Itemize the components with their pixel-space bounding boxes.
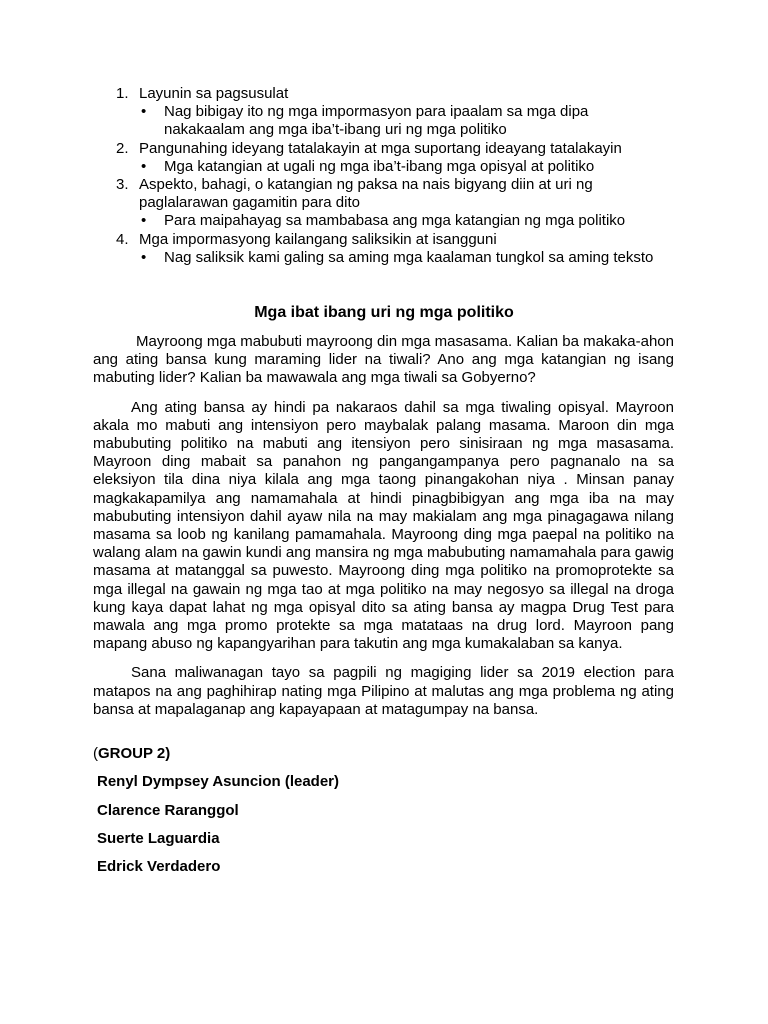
outline-item: [0, 85, 768, 140]
outline-text: Mga impormasyong kailangang saliksikin at isangguni: [139, 230, 497, 248]
outline-text: Aspekto, bahagi, o katangian ng paksa na nais bigyang diin at uri ng paglalarawan gagamitin para dito: [139, 176, 593, 212]
bullet-text: Nag saliksik kami galing sa aming mga kaalaman tungkol sa aming teksto: [164, 248, 654, 266]
group-label-text: GROUP 2): [98, 745, 171, 762]
bullet-icon: •: [141, 248, 147, 266]
bullet-icon: •: [141, 103, 147, 121]
member-name: Clarence Raranggol: [97, 802, 239, 819]
bullet-list: [139, 103, 668, 139]
bullet-item: [139, 249, 668, 267]
bullet-item: [139, 212, 668, 230]
member-name: Edrick Verdadero: [97, 858, 221, 875]
bullet-icon: •: [141, 212, 147, 230]
outline-text: Layunin sa pagsusulat: [139, 85, 289, 102]
outline-number: 3.: [116, 176, 129, 194]
bullet-list: [139, 158, 668, 176]
outline-text: Pangunahing ideyang tatalakayin at mga suportang ideayang tatalakayin: [139, 139, 622, 157]
bullet-text: Para maipahayag sa mambabasa ang mga katangian ng mga politiko: [164, 212, 626, 230]
outline-item: [0, 140, 768, 176]
paragraph: Mayroong mga mabubuti mayroong din mga masasama. Kalian ba makaka-ahon ang ating bansa kung maraming lider na tiwali? Ano ang mga katangian ng isang mabuting lider? Kalian ba mawawala ang mga tiwali sa Gobyerno?: [93, 333, 674, 387]
group-open-paren: (: [93, 745, 98, 762]
essay-body: [93, 333, 674, 730]
outline-list: [0, 85, 768, 267]
bullet-item: [139, 158, 668, 176]
member-name: Renyl Dympsey Asuncion (leader): [97, 773, 340, 790]
bullet-list: [139, 249, 668, 267]
bullet-text: Nag bibigay ito ng mga impormasyon para ipaalam sa mga dipa nakakaalam ang mga iba’t-ibang uri ng mga politiko: [164, 103, 589, 139]
paragraph: Sana maliwanagan tayo sa pagpili ng magiging lider sa 2019 election para matapos na ang paghihirap nating mga Pilipino at malutas ang mga problema ng ating bansa at mapalaganap ang kapayapaan at matagumpay na bansa.: [93, 664, 674, 718]
bullet-list: [139, 212, 668, 230]
bullet-text: Mga katangian at ugali ng mga iba’t-ibang mga opisyal at politiko: [164, 157, 595, 175]
member-name: Suerte Laguardia: [97, 830, 220, 847]
outline-number: 2.: [116, 139, 129, 157]
outline-item: [0, 231, 768, 267]
paragraph: Ang ating bansa ay hindi pa nakaraos dahil sa mga tiwaling opisyal. Mayroon akala mo mabuti ang intensiyon pero maybalak palang masama. Maroon din mga mabubuting politiko na mabuti ang itensiyon pero sinisiraan ng mga masasama. Mayroon ding mabait sa panahon ng pangangampanya pero pagnanalo na sa eleksiyon tila dina niya kilala ang mga taong pinangakohan niya . Minsan panay magkakapamilya ang namamahala at hindi pinagbibigyan ang mga iba na may mabubuting intensiyon dahil ayaw nila na may makialam ang mga pinagagawa nilang masama sa loob ng kanilang pamamahala. Mayroong ding mga paepal na politiko na walang alam na gawin kundi ang mansira ng mga mabubuting namamahala para gawig masama at matanggal sa puwesto. Mayroong ding mga politiko na promoprotekte sa mga illegal na gawain ng mga tao at mga politiko na may negosyo sa illegal na droga kung kaya dapat lahat ng mga opisyal dito sa ating bansa ay magpa Drug Test para mawala ang mga promo protekte sa mga matataas na drug lord. Mayroon pang mapang abuso ng kapangyarihan para takutin ang mga kumakalaban sa kanya.: [93, 398, 674, 653]
outline-number: 1.: [116, 85, 129, 102]
bullet-item: [139, 103, 668, 139]
essay-title: Mga ibat ibang uri ng mga politiko: [254, 304, 514, 321]
outline-item: [0, 176, 768, 231]
group-label: [93, 745, 170, 763]
bullet-icon: •: [141, 157, 147, 175]
outline-number: 4.: [116, 230, 129, 248]
